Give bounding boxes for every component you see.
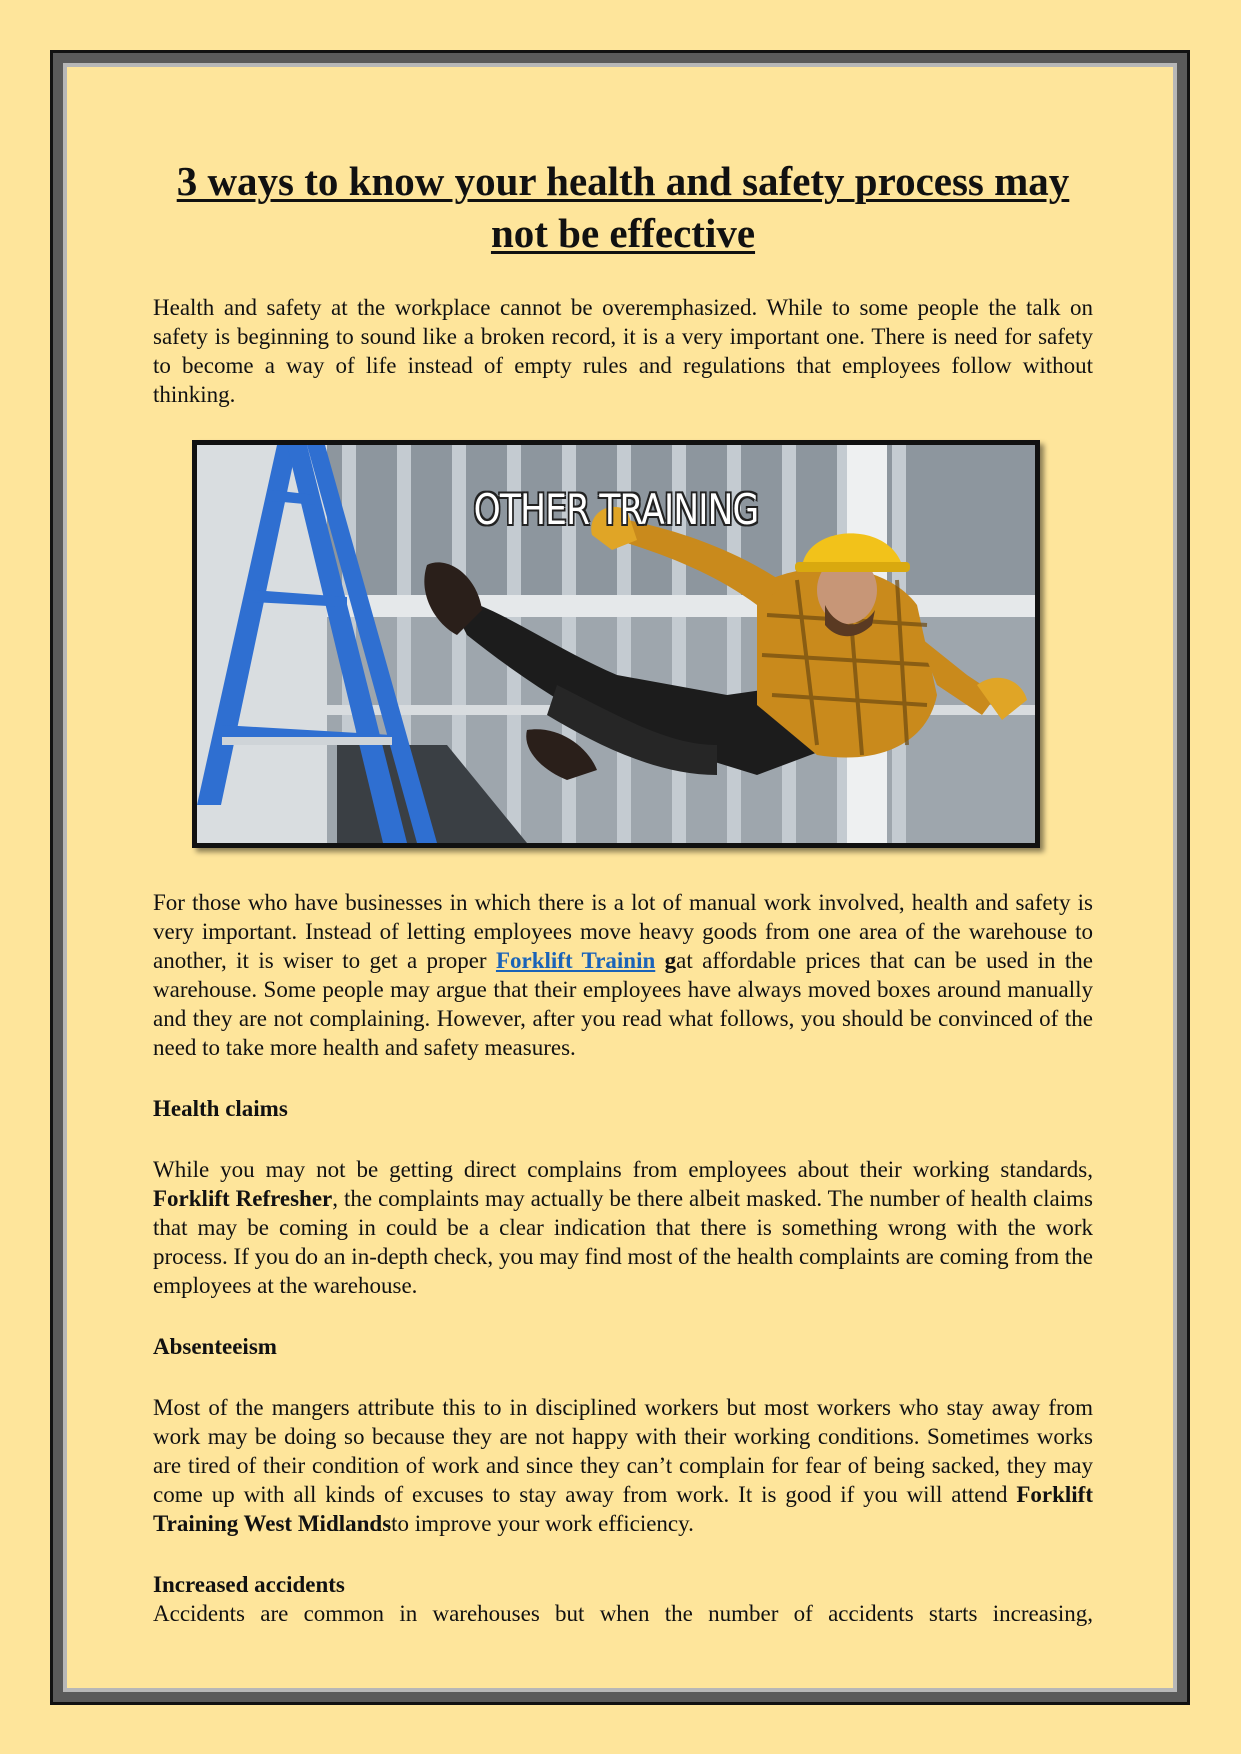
forklift-refresher-bold: Forklift Refresher [153,1186,333,1211]
paragraph-increased-accidents: Accidents are common in warehouses but when the number of accidents starts increasing, [153,1601,1093,1626]
paragraph-forklift-text-after: at affordable prices that can be used in the warehouse. Some people may argue that their employees have always moved boxes around manually and they are not complaining. However, after you read what follows, you should be convinced of the need to take more health and safety measures. [153,948,1093,1060]
paragraph-forklift [153,888,1093,1062]
absenteeism-text-after: to improve your work efficiency. [391,1511,694,1536]
forklift-west-midlands-bold: Forklift Training West Midlands [153,1482,1093,1536]
page-frame [50,50,1190,1705]
page-area [67,67,1173,1688]
section-heading-increased-accidents: Increased accidents [153,1572,345,1597]
paragraph-forklift-text-before: For those who have businesses in which there is a lot of manual work involved, health and safety is very important. Instead of letting employees move heavy goods from one area of the warehouse to another, it is wiser to get a proper [153,890,1093,973]
section-heading-health-claims: Health claims [153,1096,288,1121]
absenteeism-text-before: Most of the mangers attribute this to in disciplined workers but most workers who stay away from work may be doing so because they are not happy with their working conditions. Sometimes works are tired of their condition of work and since they can’t complain for fear of being sacked, they may come up with all kinds of excuses to stay away from work. It is good if you will attend [153,1395,1093,1507]
paragraph-forklift-bold: g [664,948,677,973]
paragraph-health-claims [153,1155,1093,1300]
page-frame-bevel [63,63,1177,1692]
forklift-training-link[interactable]: Forklift Trainin [495,948,656,973]
health-claims-text-after: , the complaints may actually be there albeit masked. The number of health claims that may be coming in could be a clear indication that there is something wrong with the work process. If you do an in-depth check, you may find most of the health complaints are coming from the employees at the warehouse. [153,1186,1093,1298]
paragraph-absenteeism [153,1393,1093,1538]
health-claims-text-before: While you may not be getting direct complains from employees about their working standards, [153,1157,1093,1182]
intro-paragraph: Health and safety at the workplace cannot be overemphasized. While to some people the talk on safety is beginning to sound like a broken record, it is a very important one. There is need for safety to become a way of life instead of empty rules and regulations that employees follow without thinking. [153,295,1093,407]
article-title: 3 ways to know your health and safety process may not be effective [176,158,1070,256]
article-photo [192,440,1040,848]
photo-caption: OTHER TRAINING [473,485,759,534]
section-heading-absenteeism: Absenteeism [153,1334,277,1359]
article [153,155,1093,1628]
